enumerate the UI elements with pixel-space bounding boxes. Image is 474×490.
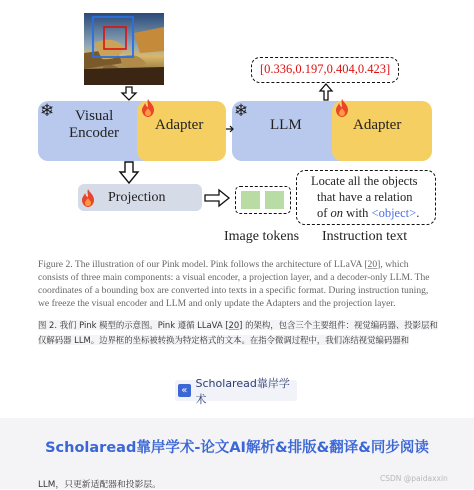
bottom-text: LLM，只更新适配器和投影层。 xyxy=(38,480,161,490)
caption-cn-text-post: ] 的架构，包含三个主要组件：视觉编码器、投影层和 xyxy=(239,320,438,330)
caption-en-line: coordinates of a bounding box are converted into texts in a specific format. During instruction tuning, xyxy=(38,285,429,296)
csdn-watermark: CSDN @paidaxxin xyxy=(380,474,448,483)
caption-cn-text: 仅解码器 LLM。边界框的坐标被转换为特定格式的文本。在指令微调过程中，我们冻结视觉编码器和 xyxy=(38,334,409,345)
caption-en-text: Figure 2. The illustration of our Pink model. Pink follows the architecture of LLaVA [ xyxy=(38,259,368,270)
adapter-right-label: Adapter xyxy=(353,117,402,133)
caption-cn-text-pre: 图 2. 我们 Pink 模型的示意图。Pink 遵循 LLaVA [ xyxy=(38,320,229,330)
projection-to-tokens-arrow xyxy=(203,188,231,208)
caption-en-line: we freeze the visual encoder and LLM and only update the Adapters and the projection layer. xyxy=(38,298,396,309)
banner-title[interactable]: Scholaread靠岸学术-论文AI解析&排版&翻译&同步阅读 xyxy=(45,440,429,456)
scholaread-button[interactable] xyxy=(175,376,297,406)
scholaread-logo-icon: « xyxy=(178,384,191,397)
instruction-line3-em: on xyxy=(330,206,344,220)
caption-en-line: consists of three main components: a visual encoder, a projection layer, and a decoder-only LLM. The xyxy=(38,272,430,283)
instruction-line3-mid: with xyxy=(343,206,372,220)
encoder-to-llm-arrow xyxy=(226,124,234,134)
instruction-line1: Locate all the objects xyxy=(311,174,418,188)
caption-cn-text xyxy=(38,320,438,330)
instruction-line3-post: . xyxy=(416,206,420,220)
image-token xyxy=(241,191,260,209)
output-coords-text: [0.336,0.197,0.404,0.423] xyxy=(260,62,391,76)
input-image xyxy=(84,13,164,85)
instruction-line2: that have a relation xyxy=(317,190,413,204)
citation-link[interactable]: 20 xyxy=(367,259,378,270)
instruction-object-token: <object> xyxy=(371,206,417,220)
llm-to-output-arrow xyxy=(318,82,334,102)
caption-cn-line xyxy=(38,333,453,348)
llm-label: LLM xyxy=(270,117,302,133)
encoder-to-projection-arrow xyxy=(118,160,140,186)
visual-encoder-label-line2: Encoder xyxy=(69,125,119,141)
instruction-text-label: Instruction text xyxy=(322,229,408,244)
snowflake-icon: ❄ xyxy=(234,101,249,121)
flame-icon xyxy=(334,98,350,118)
flame-icon xyxy=(80,188,96,208)
figure-caption-en xyxy=(38,258,448,310)
caption-en-text: ], which xyxy=(377,259,409,270)
flame-icon xyxy=(140,98,156,118)
image-token xyxy=(265,191,284,209)
snowflake-icon: ❄ xyxy=(40,101,55,121)
caption-en-line xyxy=(38,258,448,271)
projection-label: Projection xyxy=(108,190,166,205)
visual-encoder-label-line1: Visual xyxy=(75,108,114,124)
scholaread-button-label: Scholaread靠岸学术 xyxy=(195,376,290,406)
caption-cn-line xyxy=(38,318,453,333)
figure-caption-cn xyxy=(38,318,453,347)
image-to-encoder-arrow xyxy=(120,86,138,102)
image-tokens-label: Image tokens xyxy=(224,229,300,244)
instruction-line3 xyxy=(317,206,419,221)
citation-link[interactable]: 20 xyxy=(228,320,240,330)
instruction-line3-pre: of xyxy=(317,206,331,220)
adapter-left-label: Adapter xyxy=(155,117,204,133)
